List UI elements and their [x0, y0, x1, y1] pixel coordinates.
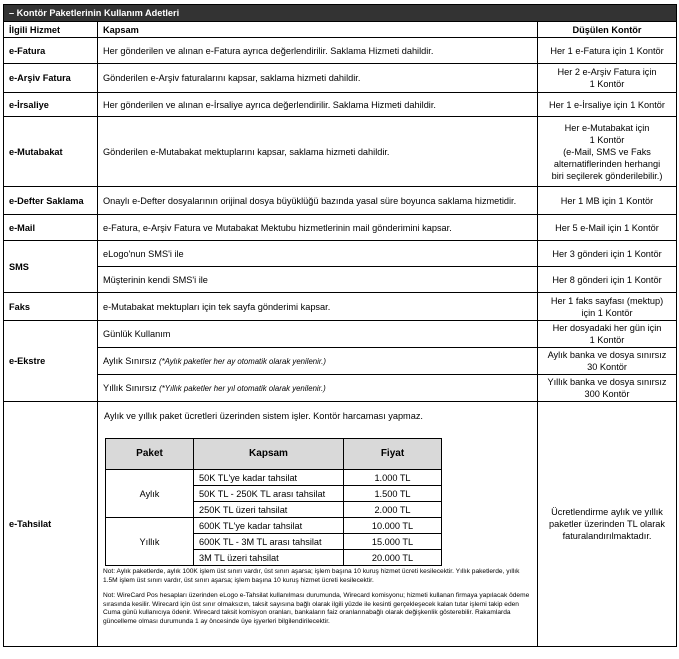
price-value: 20.000 TL [344, 550, 442, 566]
deduction-eekstre-1 [538, 321, 677, 348]
deduction-line: Her e-Mutabakat için [564, 122, 650, 133]
deduction-earsiv [538, 64, 677, 93]
scope-edefter: Onaylı e-Defter dosyalarının orijinal dosya büyüklüğü bazında yasal süre boyunca saklama hizmetidir. [98, 187, 538, 215]
deduction-line: Her 1 faks sayfası (mektup) [550, 295, 664, 306]
price-row [106, 518, 442, 534]
table-row [4, 38, 677, 64]
etahsilat-intro: Aylık ve yıllık paket ücretleri üzerinden sistem işler. Kontör harcaması yapmaz. [104, 411, 423, 421]
service-eirsaliye: e-İrsaliye [4, 93, 98, 117]
table-row [4, 187, 677, 215]
table-row [4, 375, 677, 402]
price-value: 2.000 TL [344, 502, 442, 518]
etahsilat-price-table [105, 438, 442, 566]
scope-faks: e-Mutabakat mektupları için tek sayfa gönderimi kapsar. [98, 293, 538, 321]
header-service: İlgili Hizmet [4, 22, 98, 38]
deduction-line: Her dosyadaki her gün için [552, 323, 662, 333]
scope-emutabakat: Gönderilen e-Mutabakat mektuplarını kapsar, saklama hizmeti dahildir. [98, 117, 538, 187]
service-eekstre: e-Ekstre [4, 321, 98, 402]
deduction-sms-1: Her 3 gönderi için 1 Kontör [538, 241, 677, 267]
deduction-edefter: Her 1 MB için 1 Kontör [538, 187, 677, 215]
scope-eekstre-2 [98, 348, 538, 375]
service-earsiv: e-Arşiv Fatura [4, 64, 98, 93]
price-header-scope: Kapsam [194, 439, 344, 470]
kontor-usage-table [3, 4, 677, 647]
table-title-row [4, 5, 677, 22]
scope-email: e-Fatura, e-Arşiv Fatura ve Mutabakat Mektubu hizmetlerinin mail gönderimini kapsar. [98, 215, 538, 241]
price-scope: 250K TL üzeri tahsilat [194, 502, 344, 518]
deduction-faks [538, 293, 677, 321]
scope-etahsilat [98, 402, 538, 647]
price-value: 15.000 TL [344, 534, 442, 550]
deduction-eekstre-2 [538, 348, 677, 375]
scope-earsiv: Gönderilen e-Arşiv faturalarını kapsar, saklama hizmeti dahildir. [98, 64, 538, 93]
table-row [4, 293, 677, 321]
price-header-price: Fiyat [344, 439, 442, 470]
deduction-eirsaliye: Her 1 e-İrsaliye için 1 Kontör [538, 93, 677, 117]
header-row [4, 22, 677, 38]
price-row [106, 470, 442, 486]
deduction-line: (e-Mail, SMS ve Faks [563, 146, 651, 157]
scope-label: Aylık Sınırsız [103, 355, 157, 366]
deduction-line: için 1 Kontör [581, 307, 633, 318]
deduction-line: Her 2 e-Arşiv Fatura için [557, 67, 657, 77]
deduction-line: biri seçilerek gönderilebilir.) [551, 170, 663, 181]
scope-note: (*Yıllık paketler her yıl otomatik olarak yenilenir.) [159, 383, 326, 393]
deduction-email: Her 5 e-Mail için 1 Kontör [538, 215, 677, 241]
header-scope: Kapsam [98, 22, 538, 38]
scope-eirsaliye: Her gönderilen ve alınan e-İrsaliye ayrıca değerlendirilir. Saklama Hizmeti dahildir. [98, 93, 538, 117]
deduction-line: alternatiflerinden herhangi [553, 158, 661, 169]
table-row [4, 64, 677, 93]
price-scope: 50K TL - 250K TL arası tahsilat [194, 486, 344, 502]
scope-eekstre-3 [98, 375, 538, 402]
service-emutabakat: e-Mutabakat [4, 117, 98, 187]
kontor-table-container [3, 4, 676, 647]
table-row [4, 348, 677, 375]
deduction-etahsilat: Ücretlendirme aylık ve yıllık paketler üzerinden TL olarak faturalandırılmaktadır. [538, 402, 677, 647]
price-scope: 600K TL - 3M TL arası tahsilat [194, 534, 344, 550]
table-row [4, 117, 677, 187]
service-edefter: e-Defter Saklama [4, 187, 98, 215]
service-faks: Faks [4, 293, 98, 321]
scope-note: (*Aylık paketler her ay otomatik olarak yenilenir.) [159, 356, 326, 366]
table-row [4, 321, 677, 348]
table-row [4, 267, 677, 293]
etahsilat-note-2: Not: WireCard Pos hesapları üzerinden eLogo e-Tahsilat kullanılması durumunda, Wirecard komisyonu; hizmeti kullanan firmaya yapılacak ödeme sırasında kesilir. Wirecard için üst sınır olmaksızın, taksit sayısına bağlı olarak ilgili yüzde ile kesinti gerçekleşecek kalan tutar işlemi takip eden Cuma günü kullanıcıya ödenir. Wirecard taksit komisyon oranları, bankaların faiz oranlarınabağlı olarak değişkenlik gösterebilir. Rakamlarda güncelleme olması durumunda 1 ay öncesinde üye işyerleri bilgilendirilecektir. [103, 592, 530, 625]
package-yearly: Yıllık [106, 518, 194, 566]
table-title: – Kontör Paketlerinin Kullanım Adetleri [4, 5, 677, 22]
header-deduction: Düşülen Kontör [538, 22, 677, 38]
deduction-line: 30 Kontör [587, 362, 627, 372]
price-value: 10.000 TL [344, 518, 442, 534]
deduction-line: 1 Kontör [589, 79, 625, 89]
deduction-line: Yıllık banka ve dosya sınırsız [547, 377, 667, 387]
scope-sms-1: eLogo'nun SMS'i ile [98, 241, 538, 267]
service-etahsilat: e-Tahsilat [4, 402, 98, 647]
price-value: 1.000 TL [344, 470, 442, 486]
price-value: 1.500 TL [344, 486, 442, 502]
etahsilat-note-1: Not: Aylık paketlerde, aylık 100K işlem üst sınırı vardır, üst sınırı aşarsa; işlem başına 10 kuruş hizmet ücreti kesilecektir. Yıllık paketlerde, yıllık 1.5M işlem üst sınırı vardır, üst sınırı aşarsa; işlem başına 10 kuruş hizmet ücreti kesilecektir. [103, 568, 520, 584]
deduction-line: Aylık banka ve dosya sınırsız [547, 350, 667, 360]
price-table-header [106, 439, 442, 470]
package-monthly: Aylık [106, 470, 194, 518]
deduction-line: 1 Kontör [589, 335, 625, 345]
scope-efatura: Her gönderilen ve alınan e-Fatura ayrıca değerlendirilir. Saklama Hizmeti dahildir. [98, 38, 538, 64]
price-scope: 50K TL'ye kadar tahsilat [194, 470, 344, 486]
price-scope: 600K TL'ye kadar tahsilat [194, 518, 344, 534]
scope-label: Yıllık Sınırsız [103, 382, 157, 393]
price-header-package: Paket [106, 439, 194, 470]
table-row [4, 215, 677, 241]
price-scope: 3M TL üzeri tahsilat [194, 550, 344, 566]
deduction-eekstre-3 [538, 375, 677, 402]
scope-eekstre-1: Günlük Kullanım [98, 321, 538, 348]
deduction-line: 300 Kontör [584, 389, 630, 399]
scope-sms-2: Müşterinin kendi SMS'i ile [98, 267, 538, 293]
table-row [4, 241, 677, 267]
table-row [4, 93, 677, 117]
deduction-efatura: Her 1 e-Fatura için 1 Kontör [538, 38, 677, 64]
deduction-emutabakat [538, 117, 677, 187]
deduction-line: 1 Kontör [589, 134, 625, 145]
service-email: e-Mail [4, 215, 98, 241]
service-sms: SMS [4, 241, 98, 293]
table-row [4, 402, 677, 647]
deduction-sms-2: Her 8 gönderi için 1 Kontör [538, 267, 677, 293]
service-efatura: e-Fatura [4, 38, 98, 64]
